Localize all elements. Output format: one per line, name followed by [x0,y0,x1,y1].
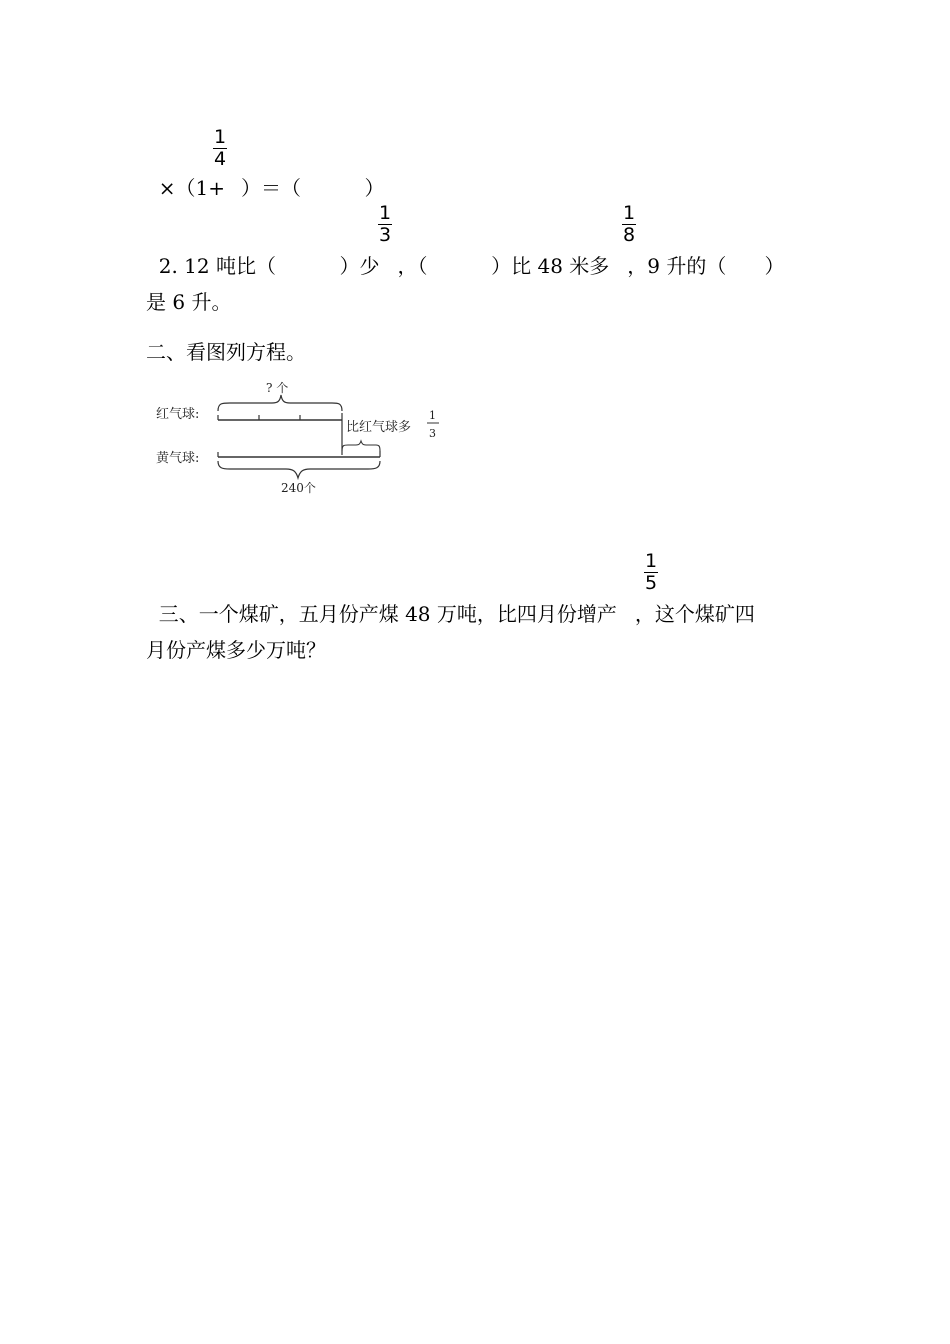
line-segment-diagram [150,375,450,500]
fraction-one-third: 1 3 [378,202,392,246]
fraction-one-quarter: 1 4 [213,126,227,170]
expression-prefix: ×（1+ [158,176,225,200]
red-count-label: ? 个 [266,381,289,395]
section-3-part1: 三、一个煤矿，五月份产煤 48 万吨，比四月份增产 [158,602,617,626]
section-3-part2: ，这个煤矿四 [634,602,755,626]
question-2-line [146,230,785,278]
comparison-fraction-numerator: 1 [429,409,436,422]
fraction-one-fifth: 1 5 [644,550,658,594]
section-3-line-1 [146,578,755,626]
extra-part-brace [342,441,380,451]
q2-part2: ，（ ）比 48 米多 [397,254,610,278]
expression-suffix: ）＝（ ） [240,176,385,200]
section-2-heading: 二、看图列方程。 [146,340,306,364]
red-balloon-label: 红气球: [156,407,200,422]
red-brace [218,395,342,411]
yellow-count-label: 240个 [281,481,316,495]
question-2-line-2: 是 6 升。 [146,290,232,314]
yellow-balloon-label: 黄气球: [156,451,200,466]
fraction-one-eighth: 1 8 [622,202,636,246]
q2-part3: ，9 升的（ ） [627,254,785,278]
section-3-line-2: 月份产煤多少万吨？ [146,638,326,662]
expression-line [146,152,385,200]
comparison-label: 比红气球多 [346,420,412,435]
comparison-fraction-denominator: 3 [429,427,436,440]
yellow-brace [218,461,380,478]
q2-part1: 2. 12 吨比（ ）少 [158,254,380,278]
